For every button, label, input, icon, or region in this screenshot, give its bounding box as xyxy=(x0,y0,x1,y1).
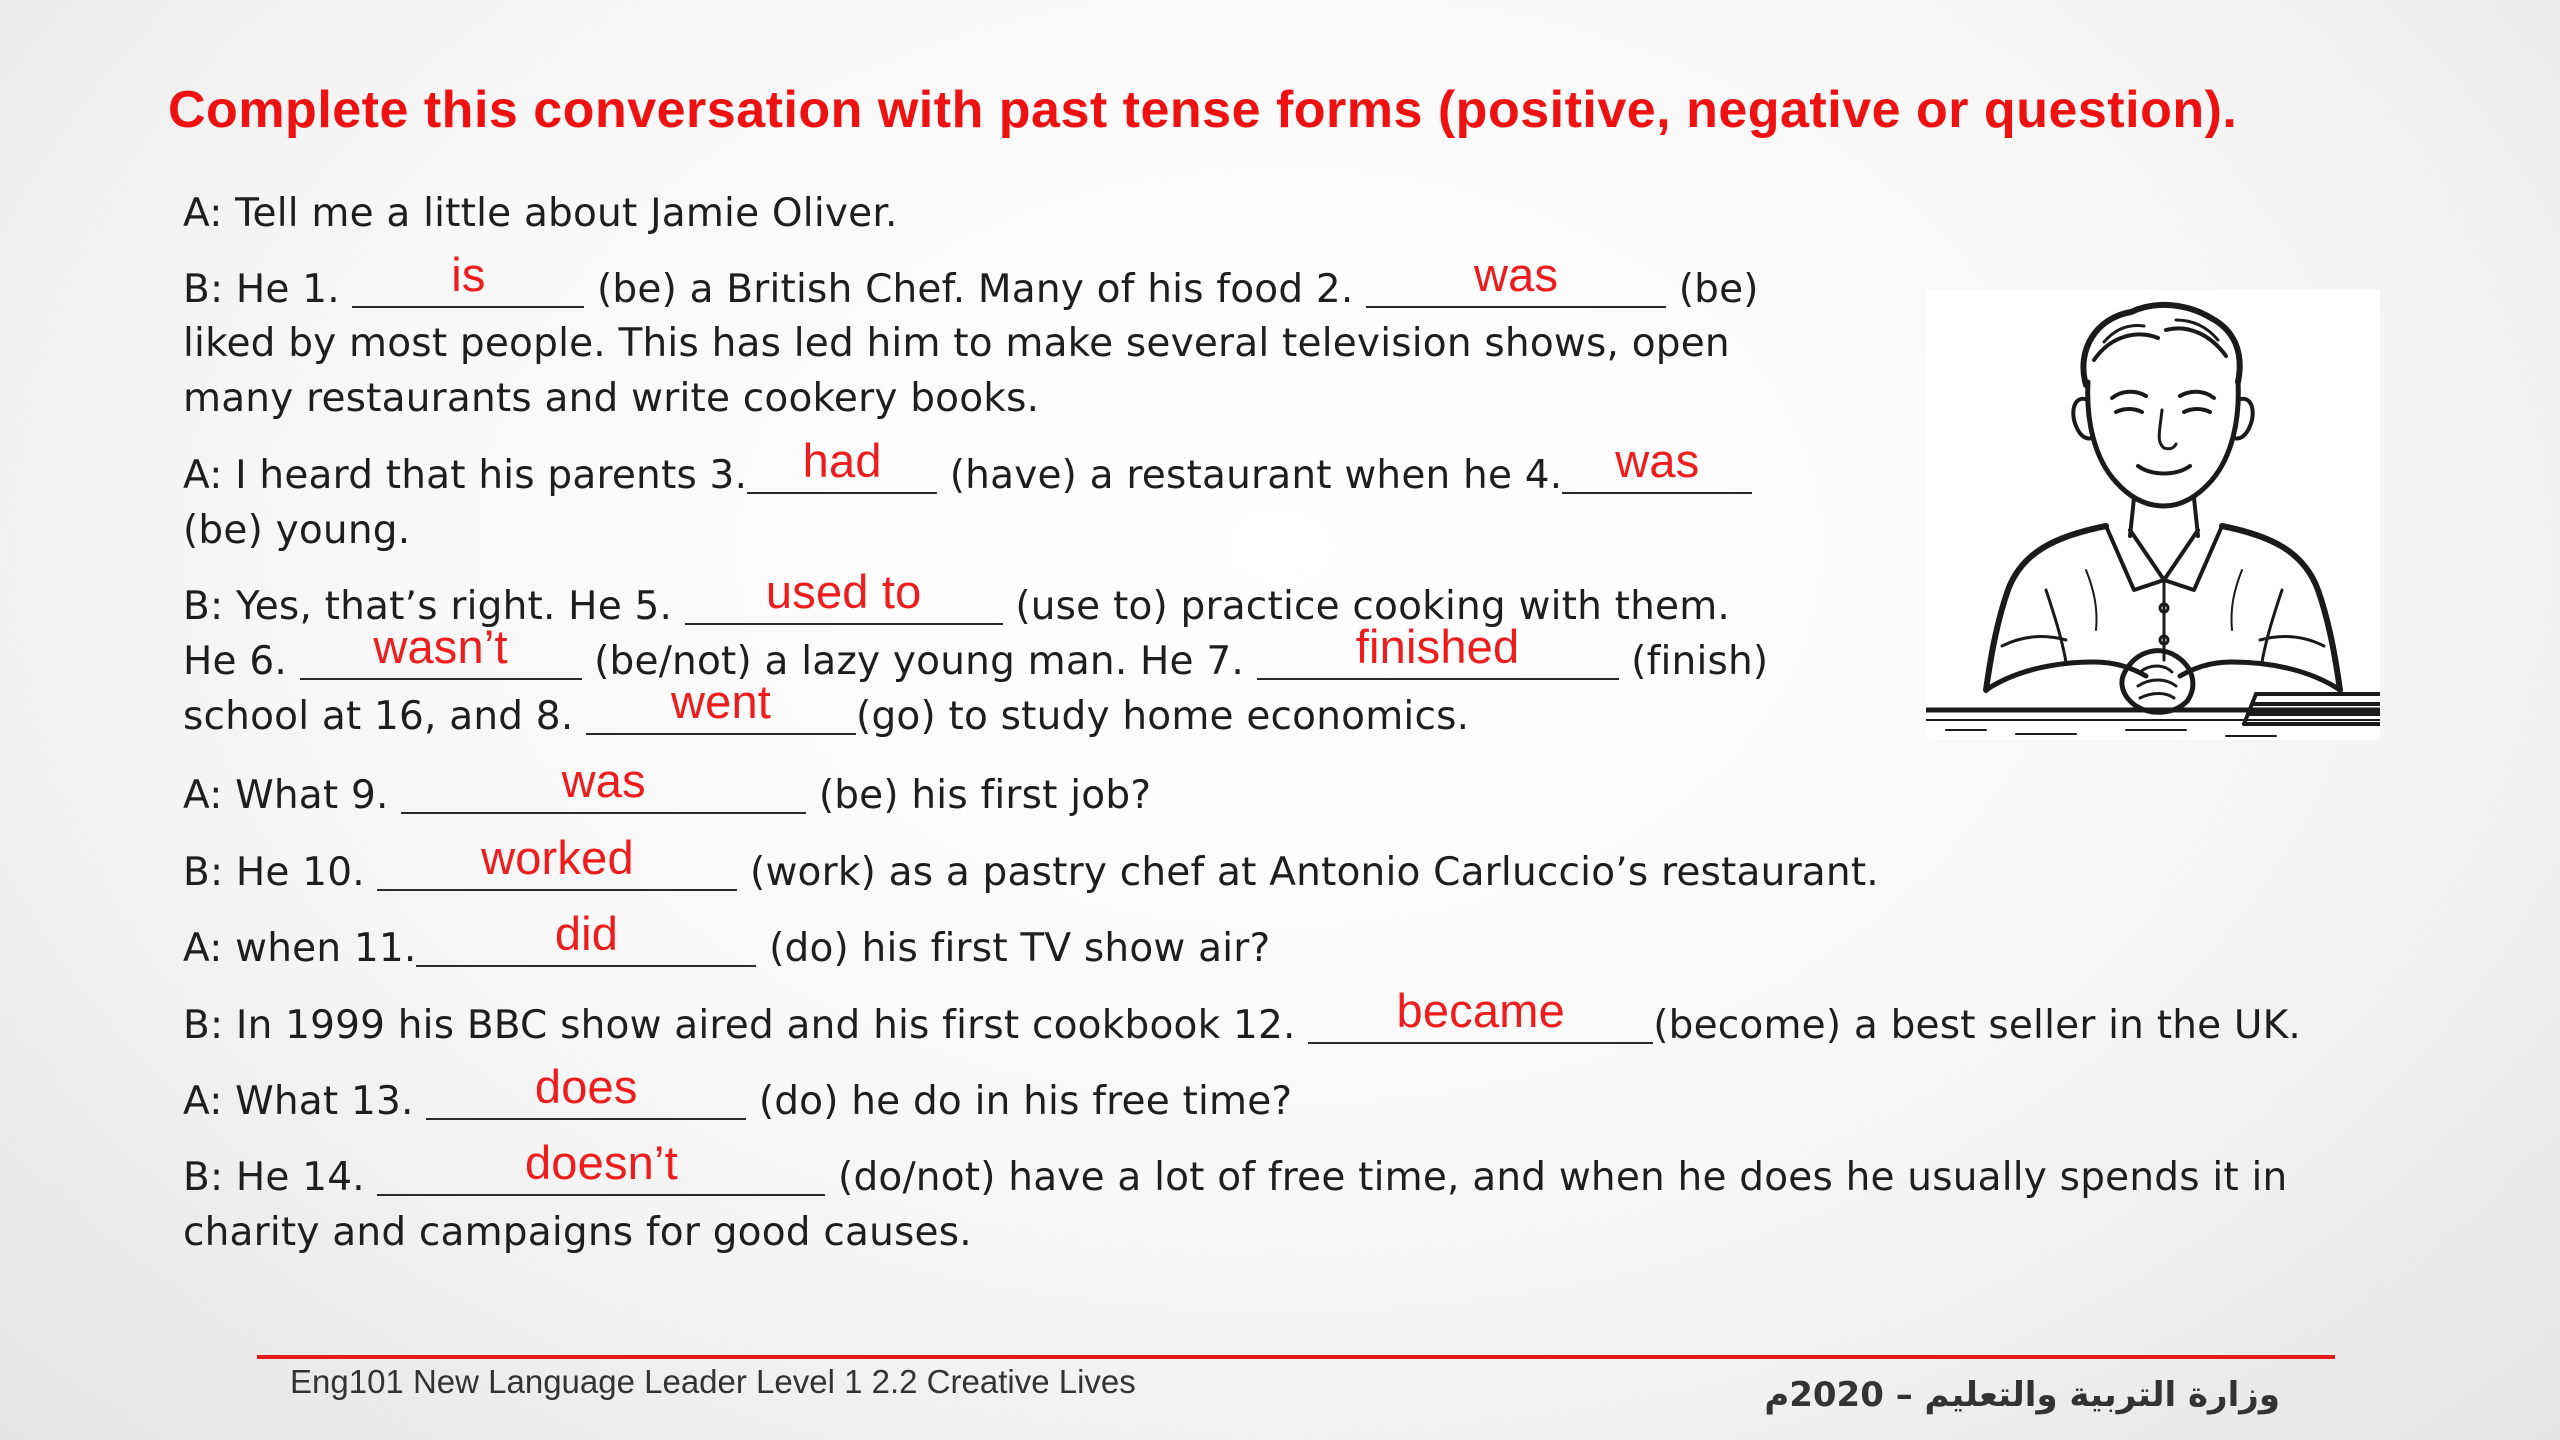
answer-12: became xyxy=(1396,984,1565,1037)
answer-6: wasn’t xyxy=(373,620,508,673)
conversation-line-11 xyxy=(183,831,1879,897)
line-text: B: Yes, that’s right. He 5. xyxy=(183,584,685,629)
answer-blank-10[interactable] xyxy=(377,831,737,891)
conversation-line-12 xyxy=(183,907,1271,973)
answer-blank-4[interactable] xyxy=(1562,434,1752,494)
conversation-line-4 xyxy=(183,375,1039,423)
answer-blank-13[interactable] xyxy=(426,1060,746,1120)
line-text: (be/not) a lazy young man. He 7. xyxy=(581,639,1257,684)
answer-blank-11[interactable] xyxy=(416,907,756,967)
answer-3: had xyxy=(802,434,882,487)
answer-4: was xyxy=(1615,434,1700,487)
line-text: B: He 14. xyxy=(183,1155,378,1200)
conversation-line-15 xyxy=(183,1136,2288,1202)
line-text: A: Tell me a little about Jamie Oliver. xyxy=(183,191,898,236)
exercise-title: Complete this conversation with past tense forms (positive, negative or question). xyxy=(168,81,2238,139)
answer-blank-5[interactable] xyxy=(685,565,1003,625)
answer-7: finished xyxy=(1355,620,1520,673)
conversation-line-16 xyxy=(183,1209,972,1257)
line-text: B: In 1999 his BBC show aired and his first cookbook 12. xyxy=(183,1003,1309,1048)
answer-9: was xyxy=(561,754,646,807)
answer-blank-7[interactable] xyxy=(1257,620,1619,680)
line-text: (be) his first job? xyxy=(806,773,1152,818)
answer-blank-9[interactable] xyxy=(401,754,806,814)
line-text: (go) to study home economics. xyxy=(856,694,1470,739)
line-text: (do/not) have a lot of free time, and when he does he usually spends it in xyxy=(825,1155,2288,1200)
conversation-line-10 xyxy=(183,754,1152,820)
conversation-line-2 xyxy=(183,248,1759,314)
answer-1: is xyxy=(451,248,486,301)
answer-11: did xyxy=(554,907,619,960)
conversation-line-13 xyxy=(183,984,2302,1050)
line-text: (be) young. xyxy=(183,508,411,553)
footer-divider xyxy=(257,1355,2335,1359)
line-text: A: when 11. xyxy=(183,926,417,971)
conversation-line-14 xyxy=(183,1060,1293,1126)
answer-blank-14[interactable] xyxy=(377,1136,825,1196)
line-text: (do) he do in his free time? xyxy=(746,1079,1293,1124)
footer-course-label: Eng101 New Language Leader Level 1 2.2 Creative Lives xyxy=(290,1363,1136,1400)
line-text: (work) as a pastry chef at Antonio Carluccio’s restaurant. xyxy=(737,850,1879,895)
line-text: A: What 9. xyxy=(183,773,402,818)
answer-blank-12[interactable] xyxy=(1308,984,1653,1044)
conversation-line-6 xyxy=(183,507,410,555)
answer-14: doesn’t xyxy=(524,1136,678,1189)
conversation-line-5 xyxy=(183,434,1752,500)
line-text: (be) a British Chef. Many of his food 2. xyxy=(584,267,1367,312)
line-text: (have) a restaurant when he 4. xyxy=(937,453,1563,498)
answer-5: used to xyxy=(765,565,922,618)
answer-blank-3[interactable] xyxy=(747,434,937,494)
answer-blank-6[interactable] xyxy=(300,620,582,680)
person-sketch-illustration xyxy=(1926,290,2380,740)
line-text: (be) xyxy=(1666,267,1759,312)
line-text: (do) his first TV show air? xyxy=(756,926,1271,971)
line-text: charity and campaigns for good causes. xyxy=(183,1210,972,1255)
line-text: B: He 10. xyxy=(183,850,378,895)
conversation-line-8 xyxy=(183,620,1769,686)
answer-10: worked xyxy=(481,831,634,884)
conversation-line-9 xyxy=(183,675,1470,741)
answer-8: went xyxy=(670,675,772,728)
answer-blank-8[interactable] xyxy=(586,675,856,735)
line-text: A: What 13. xyxy=(183,1079,427,1124)
answer-blank-1[interactable] xyxy=(352,248,584,308)
line-text: school at 16, and 8. xyxy=(183,694,587,739)
conversation-line-1 xyxy=(183,190,898,238)
conversation-line-3 xyxy=(183,320,1730,368)
line-text: He 6. xyxy=(183,639,300,684)
line-text: many restaurants and write cookery books. xyxy=(183,376,1040,421)
answer-2: was xyxy=(1474,248,1559,301)
line-text: (use to) practice cooking with them. xyxy=(1002,584,1730,629)
line-text: A: I heard that his parents 3. xyxy=(183,453,748,498)
line-text: (become) a best seller in the UK. xyxy=(1653,1003,2302,1048)
line-text: (finish) xyxy=(1618,639,1769,684)
answer-13: does xyxy=(534,1060,638,1113)
answer-blank-2[interactable] xyxy=(1366,248,1666,308)
line-text: B: He 1. xyxy=(183,267,353,312)
line-text: liked by most people. This has led him to make several television shows, open xyxy=(183,321,1730,366)
footer-ministry-label: وزارة التربية والتعليم – 2020م xyxy=(1764,1375,2280,1415)
